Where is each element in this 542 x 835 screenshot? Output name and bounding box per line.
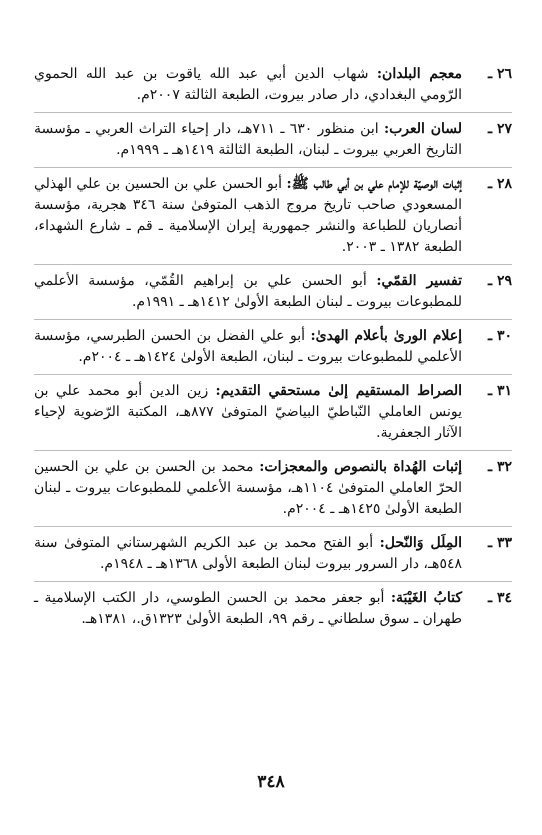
entry-title: كتابُ الغَيْبَة: xyxy=(390,590,462,606)
entry-divider xyxy=(34,319,512,320)
entry-divider xyxy=(34,526,512,527)
entry-title: تفسير القمّي: xyxy=(376,273,462,289)
entry-text: شهاب الدين أبي عبد الله ياقوت بن عبد الله الحموي الرّومي البغدادي، دار صادر بيروت، الطبعة الثالثة ٢٠٠٧م. xyxy=(34,66,462,103)
bibliography-entry-28 xyxy=(34,174,512,258)
entry-title: المِلَل وَالنّحل: xyxy=(379,535,462,551)
entry-text: أبو جعفر محمد بن الحسن الطوسي، دار الكتب الإسلامية ـ طهران ـ سوق سلطاني ـ رقم ٩٩، الطبعة الأولىٰ ١٣٢٣ق.، ١٣٨١هـ. xyxy=(34,590,462,627)
entry-number: ٣٣ ـ xyxy=(487,535,512,551)
entry-text: أبو علي الفضل بن الحسن الطبرسي، مؤسسة الأعلمي للمطبوعات بيروت ـ لبنان، الطبعة الأولىٰ ١٤٢٤هـ ـ ٢٠٠٤م. xyxy=(34,328,462,365)
entry-number: ٣٤ ـ xyxy=(487,590,512,606)
entry-divider xyxy=(34,167,512,168)
bibliography-entry-30 xyxy=(34,326,512,368)
bibliography-entry-33 xyxy=(34,533,512,575)
entry-number: ٣٢ ـ xyxy=(487,459,512,475)
bibliography-entry-27 xyxy=(34,119,512,161)
page-number: ٣٤٨ xyxy=(257,772,285,792)
entry-text: ابن منظور ٦٣٠ ـ ٧١١هـ، دار إحياء التراث العربي ـ مؤسسة التاريخ العربي بيروت ـ لبنان، الطبعة الثالثة ١٤١٩هـ ـ ١٩٩٩م. xyxy=(34,121,462,158)
entry-divider xyxy=(34,112,512,113)
entry-number: ٢٧ ـ xyxy=(487,121,512,137)
entry-number: ٢٨ ـ xyxy=(487,176,512,192)
entry-title: معجم البلدان: xyxy=(376,66,463,82)
bibliography-entry-31 xyxy=(34,381,512,444)
bibliography-entry-29 xyxy=(34,271,512,313)
entry-number: ٢٦ ـ xyxy=(487,66,512,82)
entry-title: الصراط المستقيم إلىٰ مستحقي التقديم: xyxy=(215,383,462,399)
bibliography-entry-34 xyxy=(34,588,512,630)
entry-title: إثبات الوصيّة للإمام علي بن أبي طالب ﷺ: xyxy=(286,176,462,192)
entry-divider xyxy=(34,581,512,582)
entry-divider xyxy=(34,374,512,375)
entry-divider xyxy=(34,450,512,451)
entry-divider xyxy=(34,264,512,265)
entry-text: أبو الفتح محمد بن عبد الكريم الشهرستاني المتوفىٰ سنة ٥٤٨هـ، دار السرور بيروت لبنان الطبعة الأولى ١٣٦٨هـ ـ ١٩٤٨م. xyxy=(34,535,462,572)
entry-text: زين الدين أبو محمد علي بن يونس العاملي النّباطيّ البياضيّ المتوفىٰ ٨٧٧هـ، المكتبة الرّضوية لإحياء الآثار الجعفرية. xyxy=(34,383,462,441)
entry-text: أبو الحسن علي بن الحسين بن علي الهذلي المسعودي صاحب تاريخ مروج الذهب المتوفىٰ سنة ٣٤٦ هجرية، مؤسسة أنصاريان للطباعة والنشر جمهورية إيران الإسلامية ـ قم ـ شارع الشهداء، الطبعة ١٣٨٢ ـ ٢٠٠٣. xyxy=(34,176,462,255)
bibliography-page xyxy=(34,64,512,630)
entry-text: محمد بن الحسن بن علي بن الحسين الحرّ العاملي المتوفىٰ ١١٠٤هـ، مؤسسة الأعلمي للمطبوعات بيروت ـ لبنان الطبعة الأولىٰ ١٤٢٥هـ ـ ٢٠٠٤م. xyxy=(34,459,462,517)
entry-number: ٣١ ـ xyxy=(487,383,512,399)
bibliography-entry-32 xyxy=(34,457,512,520)
entry-title: إثبات الهُداة بالنصوص والمعجزات: xyxy=(259,459,462,475)
entry-text: أبو الحسن علي بن إبراهيم القُمّي، مؤسسة الأعلمي للمطبوعات بيروت ـ لبنان الطبعة الأولىٰ ١٤١٢هـ ـ ١٩٩١م. xyxy=(34,273,462,310)
entry-number: ٣٠ ـ xyxy=(487,328,512,344)
entry-title: إعلام الورىٰ بأعلام الهدىٰ: xyxy=(310,328,462,344)
entry-number: ٢٩ ـ xyxy=(487,273,512,289)
entry-title: لسان العرب: xyxy=(383,121,462,137)
bibliography-entry-26 xyxy=(34,64,512,106)
